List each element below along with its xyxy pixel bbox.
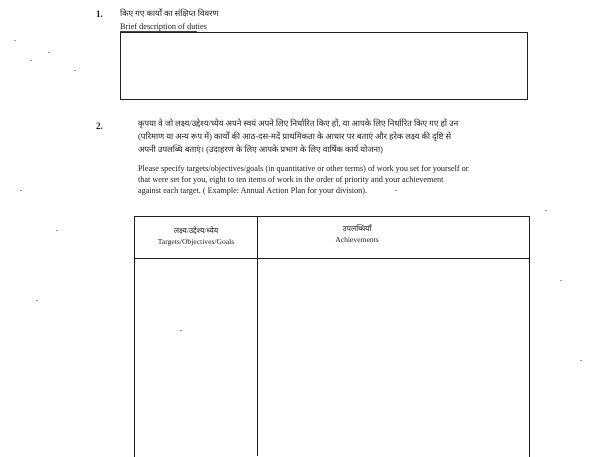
section-1-number: 1. <box>96 9 103 19</box>
scan-speck <box>560 280 562 281</box>
section-1-title-english: Brief description of duties <box>120 22 207 31</box>
scan-speck <box>48 52 50 53</box>
hindi-line: अपनी उपलब्धि बताएं। (उदाहरण के लिए आपके प्रभाग के लिए वार्षिक कार्य योजना) <box>138 145 383 154</box>
scan-speck <box>395 190 397 191</box>
hindi-line: (परिमाण या अन्य रूप में) कार्यों की आठ-दस-मदें प्राथमिकता के आधार पर बताएं और हरेक लक्ष्य की दृष्टि से <box>138 132 452 141</box>
column-header-achievements-english: Achievements <box>335 235 379 244</box>
column-header-achievements <box>259 223 455 245</box>
scan-speck <box>74 70 76 71</box>
duties-description-box[interactable] <box>120 32 528 100</box>
english-line: that were set for you, eight to ten items of work in the order of priority and your achievement <box>138 175 444 184</box>
targets-input-cell[interactable] <box>136 260 256 450</box>
english-line: Please specify targets/objectives/goals (in quantitative or other terms) of work you set for yourself or <box>138 164 469 173</box>
achievements-input-cell[interactable] <box>259 260 527 450</box>
scan-speck <box>180 330 182 331</box>
scan-speck <box>30 60 32 61</box>
column-header-targets <box>136 225 256 247</box>
section-1-title-hindi: किए गए कार्यों का संक्षिप्त विवरण <box>120 9 219 18</box>
scan-speck <box>545 210 547 211</box>
column-divider <box>257 216 258 456</box>
header-row-divider <box>134 258 530 259</box>
scan-speck <box>36 300 38 301</box>
english-line: against each target. ( Example: Annual Action Plan for your division). <box>138 186 368 195</box>
hindi-line: कृपया वे जो लक्ष्य/उद्देश्य/ध्येय अपने स्वयं अपने लिए निर्धारित किए हों, या आपके लिए निर्धारित किए गए हों उन <box>138 119 459 128</box>
scan-speck <box>56 230 58 231</box>
scan-speck <box>580 360 582 361</box>
section-2-instructions-english <box>138 163 538 196</box>
scan-speck <box>20 190 22 191</box>
column-header-targets-hindi: लक्ष्य/उद्देश्य/ध्येय <box>173 226 219 235</box>
section-2-instructions-hindi <box>138 117 538 156</box>
column-header-targets-english: Targets/Objectives/Goals <box>157 237 235 246</box>
column-header-achievements-hindi: उपलब्धियाँ <box>342 224 372 233</box>
section-2-number: 2. <box>96 121 103 131</box>
scan-speck <box>14 40 16 41</box>
